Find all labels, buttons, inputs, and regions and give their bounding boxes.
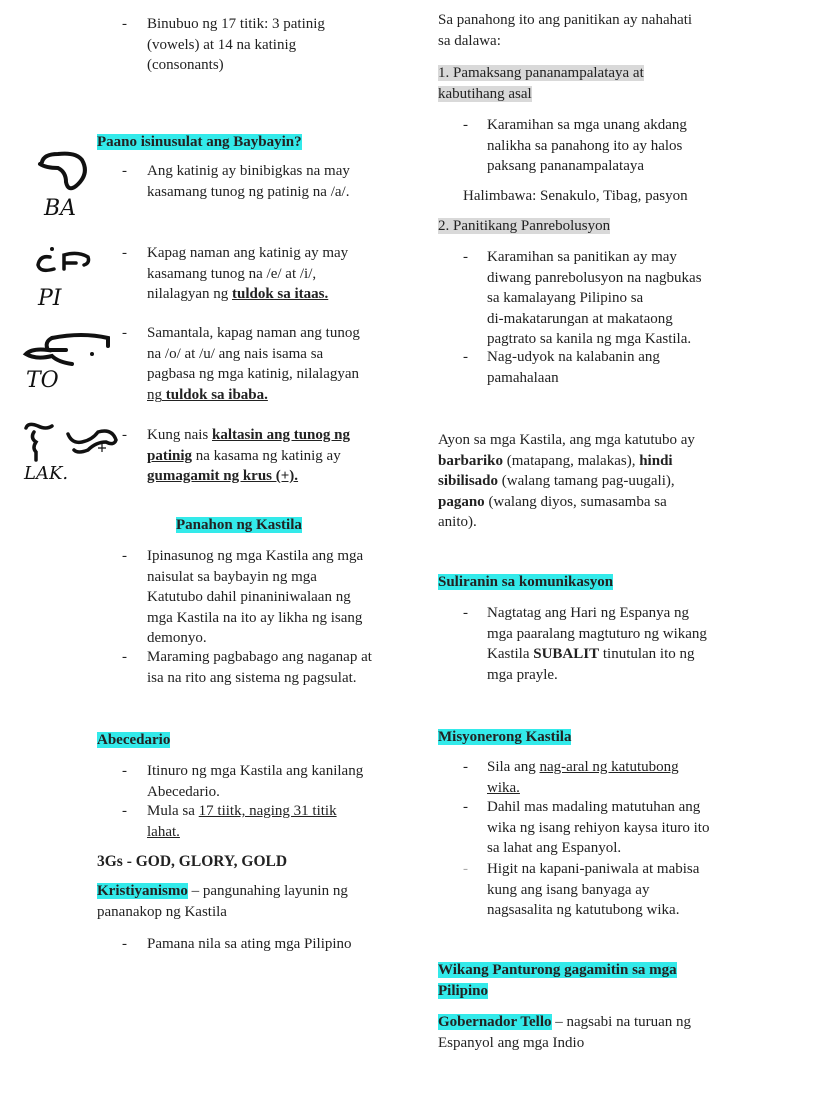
text-line: Karamihan sa mga unang akdang [487,117,687,133]
text-line: pagbasa ng mga katinig, nilalagyan [147,366,360,382]
bullet-dash: - [122,16,127,32]
text-segment: – nagsabi na turuan ng [551,1014,692,1030]
text-segment: Sila ang [487,759,540,775]
text-line: 2. Panitikang Panrebolusyon [438,218,611,234]
bullet-dash: - [463,605,468,621]
text-segment: tinutulan ito ng [599,646,695,662]
text-line: Itinuro ng mga Kastila ang kanilang [147,763,364,779]
bold-term: hindi [639,452,673,469]
text-line: mga prayle. [487,666,558,683]
bullet-dash: - [463,249,468,265]
baybayin-ba-glyph-icon [36,150,96,195]
text-line: nalikha sa panahong ito ay halos [487,137,683,154]
bullet-dash: - [122,163,127,179]
text-line: Katutubo dahil pinaniniwalaan ng [147,589,351,605]
text-segment: Kung nais [147,427,212,443]
emphasis-text: tuldok sa ibaba. [162,386,268,403]
text-line: sa dalawa: [438,32,501,49]
misyonero-bullet [487,859,699,921]
bullet-dash: - [122,763,127,779]
underlined-text: lahat. [147,823,180,840]
bullet-dash: - [463,759,468,775]
text-line: wika ng isang rehiyon kaysa ituro ito [487,819,710,836]
text-line: kung ang isang banyaga ay [487,881,650,898]
text-line: Ang katinig ay binibigkas na may [147,163,350,179]
text-line: mga Kastila na ito ay likha ng isang [147,609,363,626]
text-segment: ng [147,386,162,403]
text-segment: (walang tamang pag-uugali), [498,473,675,489]
pamana-bullet: Pamana nila sa ating mga Pilipino [147,936,352,952]
text-line: Higit na kapani-paniwala at mabisa [487,861,700,877]
misyonero-heading [438,727,571,748]
bullet-dash: - [463,799,468,815]
text-line: Espanyol ang mga Indio [438,1034,585,1051]
three-gs-heading: 3Gs - GOD, GLORY, GOLD [97,853,288,870]
misyonero-bullet [487,757,679,798]
gobernador-definition [438,1012,691,1053]
text-line: paksang pananampalataya [487,158,645,174]
bullet-dash: - [122,427,127,443]
bullet-dash: - [122,649,127,665]
term-highlight: Kristiyanismo [97,883,188,899]
intro-bullet-text [147,14,325,76]
text-line: diwang panrebolusyon na nagbukas [487,269,702,286]
to-text [147,323,360,405]
bold-term: sibilisado [438,473,499,489]
emphasis-text: patinig [147,447,193,464]
text-line: Sa panahong ito ang panitikan ay nahahati [438,12,693,28]
text-segment: na kasama ng katinig ay [192,447,341,464]
right-intro [438,10,692,51]
text-line: anito). [438,514,477,530]
text-line: Nag-udyok na kalabanin ang [487,349,660,365]
kastila-bullet [147,647,372,688]
section2-bullet [487,347,660,388]
text-line: sa lahat ang Espanyol. [487,840,622,856]
text-segment: (matapang, malakas), [503,452,640,469]
pi-text [147,243,348,305]
wikang-heading [438,960,677,1001]
heading-text: Wikang Panturong gagamitin sa mga [438,962,677,978]
text-line: nagsasalita ng katutubong wika. [487,902,680,918]
glyph-label-lak: LAK. [24,463,69,484]
text-line: di-makatarungan at makataong [487,310,673,327]
bullet-dash: - [463,349,468,365]
text-line: Maraming pagbabago ang naganap at [147,649,372,665]
abecedario-bullet [147,761,363,802]
suliranin-bullet [487,603,707,685]
baybayin-heading [97,132,302,153]
text-segment: nilalagyan ng [147,286,232,302]
emphasis-text: gumagamit ng krus (+). [147,468,299,484]
text-line: pagtrato sa kanila ng mga Kastila. [487,331,692,347]
text-segment: (walang diyos, sumasamba sa [484,493,667,510]
text-line: naisulat sa baybayin ng mga [147,568,317,585]
glyph-label-ba: BA [44,196,77,221]
bullet-dash: - [122,803,127,819]
text-line: Ipinasunog ng mga Kastila ang mga [147,548,364,564]
lak-text [147,425,350,487]
bullet-dash: - [463,861,468,877]
text-line: Nagtatag ang Hari ng Espanya ng [487,605,690,621]
misyonero-bullet [487,797,709,859]
kastila-bullet [147,546,363,649]
bullet-dash: - [122,325,127,341]
bold-term: SUBALIT [533,646,600,662]
text-line: demonyo. [147,630,207,646]
bold-term: pagano [438,493,485,510]
text-line: (vowels) at 14 na katinig [147,36,297,53]
text-line: Karamihan sa panitikan ay may [487,249,677,265]
term-highlight: Gobernador Tello [438,1014,552,1030]
heading-text: Pilipino [438,982,489,999]
section2-heading [438,216,610,237]
section2-bullet [487,247,702,350]
underlined-text: wika. [487,779,520,796]
heading-text: Misyonerong Kastila [438,729,572,745]
text-line: pananakop ng Kastila [97,903,227,920]
bullet-dash: - [122,936,127,952]
text-segment: Kastila [487,646,534,662]
text-line: na /o/ at /u/ ang nais isama sa [147,345,324,362]
halimbawa-text: Halimbawa: Senakulo, Tibag, pasyon [463,188,688,204]
underlined-text: 17 tiitk, naging 31 titik [198,803,337,819]
text-line: (consonants) [147,57,224,73]
text-line: kasamang tunog ng patinig na /a/. [147,183,350,200]
text-line: kabutihang asal [438,85,532,102]
ayon-paragraph [438,430,695,533]
heading-text: Suliranin sa komunikasyon [438,574,614,590]
section1-bullet [487,115,687,177]
kastila-heading [176,515,302,536]
underlined-text: nag-aral ng katutubong [539,759,679,775]
bullet-dash: - [122,245,127,261]
text-line: Kapag naman ang katinig ay may [147,245,349,261]
text-line: 1. Pamaksang pananampalataya at [438,65,644,81]
ba-text [147,161,350,202]
bullet-dash: - [463,117,468,133]
emphasis-text: kaltasin ang tunog ng [212,427,350,443]
text-line: kasamang tunog na /e/ at /i/, [147,265,317,282]
text-line: pamahalaan [487,369,559,386]
bold-term: barbariko [438,452,504,469]
text-line: isa na rito ang sistema ng pagsulat. [147,669,357,686]
emphasis-text: tuldok sa itaas. [231,286,329,302]
text-line: Samantala, kapag naman ang tunog [147,325,360,341]
kristiyanismo-definition [97,881,348,922]
heading-text: Paano isinusulat ang Baybayin? [97,134,302,150]
heading-text: Panahon ng Kastila [176,517,302,533]
heading-text: Abecedario [97,732,171,748]
abecedario-heading [97,730,170,751]
text-line: mga paaralang magtuturo ng wikang [487,625,707,642]
text-segment: Mula sa [147,803,199,819]
suliranin-heading [438,572,613,593]
section1-heading [438,63,644,104]
baybayin-pi-glyph-icon [30,243,100,283]
text-line: Abecedario. [147,783,220,800]
text-line: Ayon sa mga Kastila, ang mga katutubo ay [438,432,695,448]
text-line: Binubuo ng 17 titik: 3 patinig [147,16,325,32]
text-line: Dahil mas madaling matutuhan ang [487,799,701,815]
text-segment: – pangunahing layunin ng [187,883,348,899]
glyph-label-to: TO [26,368,59,393]
abecedario-bullet [147,801,337,842]
text-line: sa kamalayang Pilipino sa [487,290,644,306]
glyph-label-pi: PI [38,286,62,311]
bullet-dash: - [122,548,127,564]
